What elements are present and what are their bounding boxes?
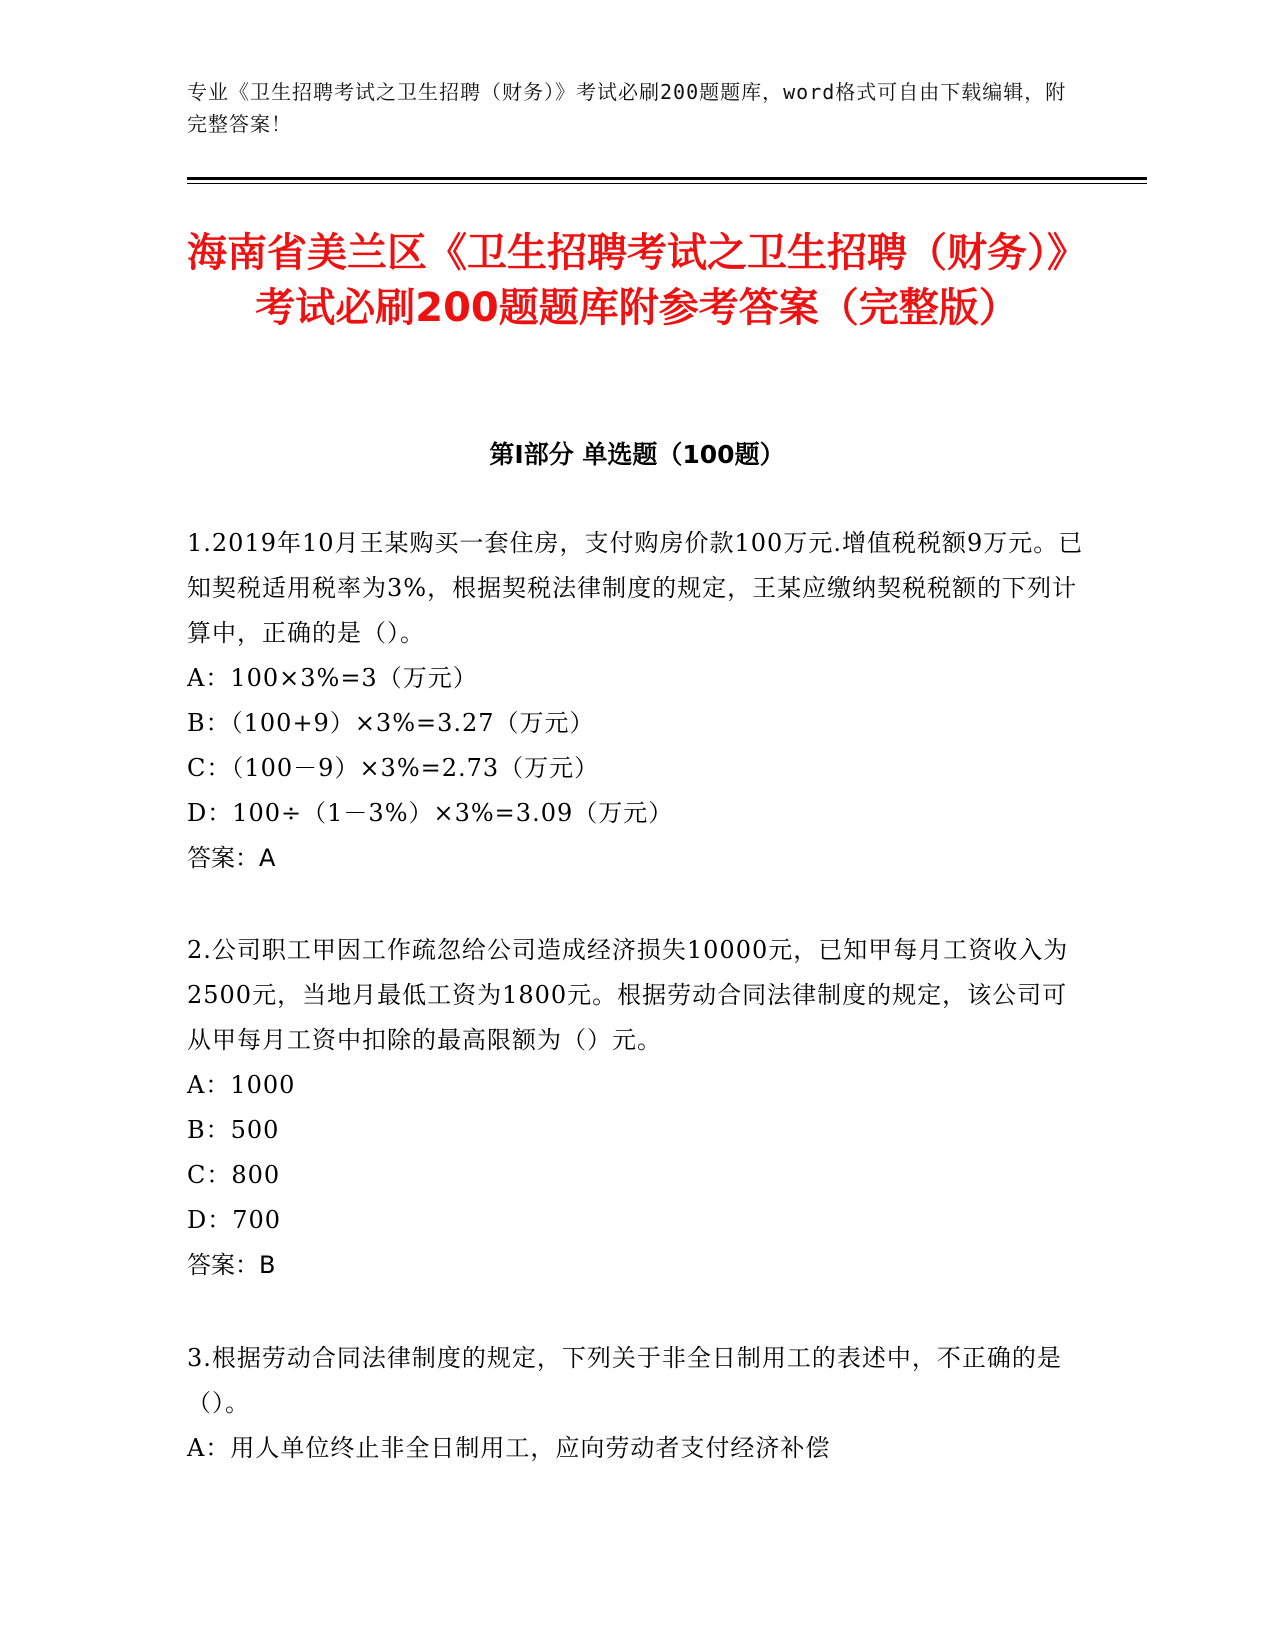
question-stem: 2.公司职工甲因工作疏忽给公司造成经济损失10000元，已知甲每月工资收入为2500元，当地月最低工资为1800元。根据劳动合同法律制度的规定，该公司可从甲每月工资中扣除的最高限额为（）元。 — [187, 936, 1069, 1054]
header-rule-thick — [187, 177, 1147, 180]
answer: 答案：B — [187, 1251, 276, 1279]
question-1 — [187, 521, 1087, 881]
option-a: A：用人单位终止非全日制用工，应向劳动者支付经济补偿 — [187, 1434, 831, 1462]
option-a: A：1000 — [187, 1071, 296, 1099]
option-a: A：100×3%=3（万元） — [187, 664, 478, 692]
option-b: B：（100+9）×3%=3.27（万元） — [187, 709, 595, 737]
option-c: C：（100－9）×3%=2.73（万元） — [187, 754, 600, 782]
question-stem: 1.2019年10月王某购买一套住房，支付购房价款100万元.增值税税额9万元。已知契税适用税率为3%，根据契税法律制度的规定，王某应缴纳契税税额的下列计算中，正确的是（）。 — [187, 529, 1084, 647]
option-c: C：800 — [187, 1161, 281, 1189]
answer: 答案：A — [187, 844, 276, 872]
option-b: B：500 — [187, 1116, 280, 1144]
question-stem: 3.根据劳动合同法律制度的规定，下列关于非全日制用工的表述中，不正确的是（）。 — [187, 1344, 1062, 1417]
document-title: 海南省美兰区《卫生招聘考试之卫生招聘（财务）》考试必刷200题题库附参考答案（完整版） — [187, 230, 1087, 331]
question-3 — [187, 1336, 1087, 1471]
option-d: D：100÷（1－3%）×3%=3.09（万元） — [187, 799, 674, 827]
header-note: 专业《卫生招聘考试之卫生招聘（财务）》考试必刷200题题库，word格式可自由下载编辑，附完整答案！ — [187, 80, 1067, 136]
option-d: D：700 — [187, 1206, 282, 1234]
question-2 — [187, 928, 1087, 1288]
header-rule-thin — [187, 183, 1147, 184]
section-heading: 第I部分 单选题（100题） — [489, 440, 785, 469]
